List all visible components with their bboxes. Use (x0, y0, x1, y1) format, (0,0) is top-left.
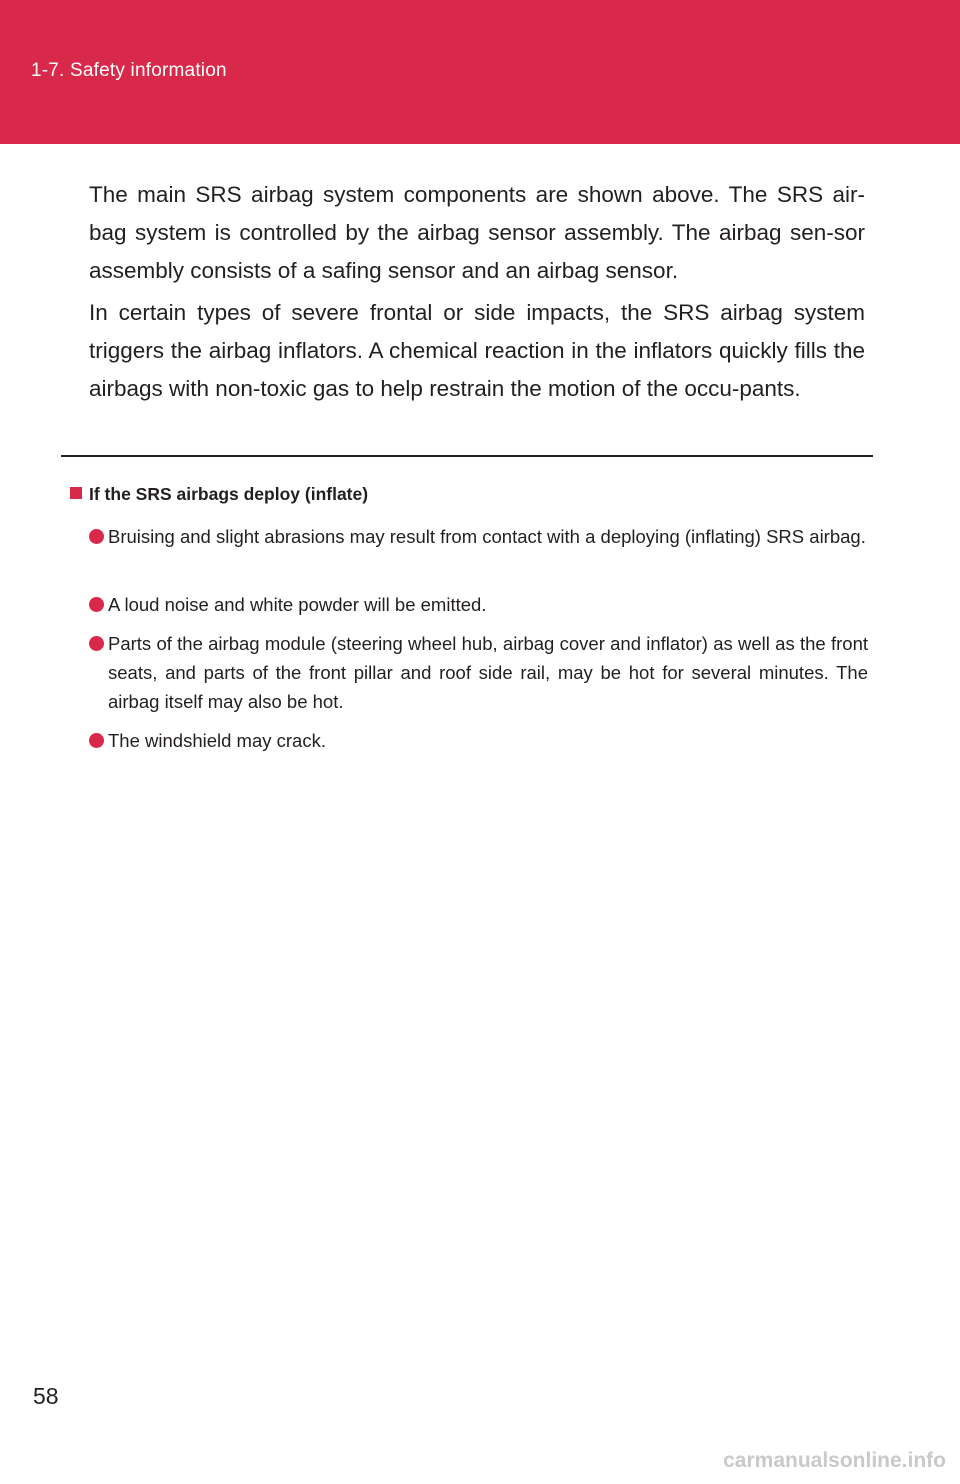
list-item (89, 522, 868, 551)
note-heading (70, 484, 368, 505)
list-item-text: Parts of the airbag module (steering wheel hub, airbag cover and inflator) as well as the front seats, and parts of the front pillar and roof side rail, may be hot for several minutes. The airbag itself may also be hot. (108, 633, 868, 712)
square-bullet-icon (70, 487, 82, 499)
section-title: 1-7. Safety information (31, 60, 227, 81)
list-item (89, 629, 868, 716)
list-item (89, 590, 868, 619)
page-number: 58 (33, 1383, 59, 1409)
list-item-text: A loud noise and white powder will be emitted. (108, 594, 487, 615)
circle-bullet-icon (89, 636, 104, 651)
list-item-text: Bruising and slight abrasions may result from contact with a deploying (inflating) SRS airbag. (108, 526, 866, 547)
list-item-text: The windshield may crack. (108, 730, 326, 751)
note-heading-text: If the SRS airbags deploy (inflate) (89, 484, 369, 504)
circle-bullet-icon (89, 733, 104, 748)
section-divider (61, 455, 873, 457)
watermark[interactable]: carmanualsonline.info (723, 1449, 946, 1472)
body-paragraph-2: In certain types of severe frontal or side impacts, the SRS airbag system triggers the airbag inflators. A chemical reaction in the inflators quickly fills the airbags with non-toxic gas to help restrain the motion of the occu-pants. (89, 300, 865, 401)
header-band (0, 0, 960, 144)
body-paragraph-1: The main SRS airbag system components are shown above. The SRS air-bag system is controlled by the airbag sensor assembly. The airbag sen-sor assembly consists of a safing sensor and an airbag sensor. (89, 182, 865, 283)
circle-bullet-icon (89, 529, 104, 544)
circle-bullet-icon (89, 597, 104, 612)
list-item (89, 726, 868, 755)
